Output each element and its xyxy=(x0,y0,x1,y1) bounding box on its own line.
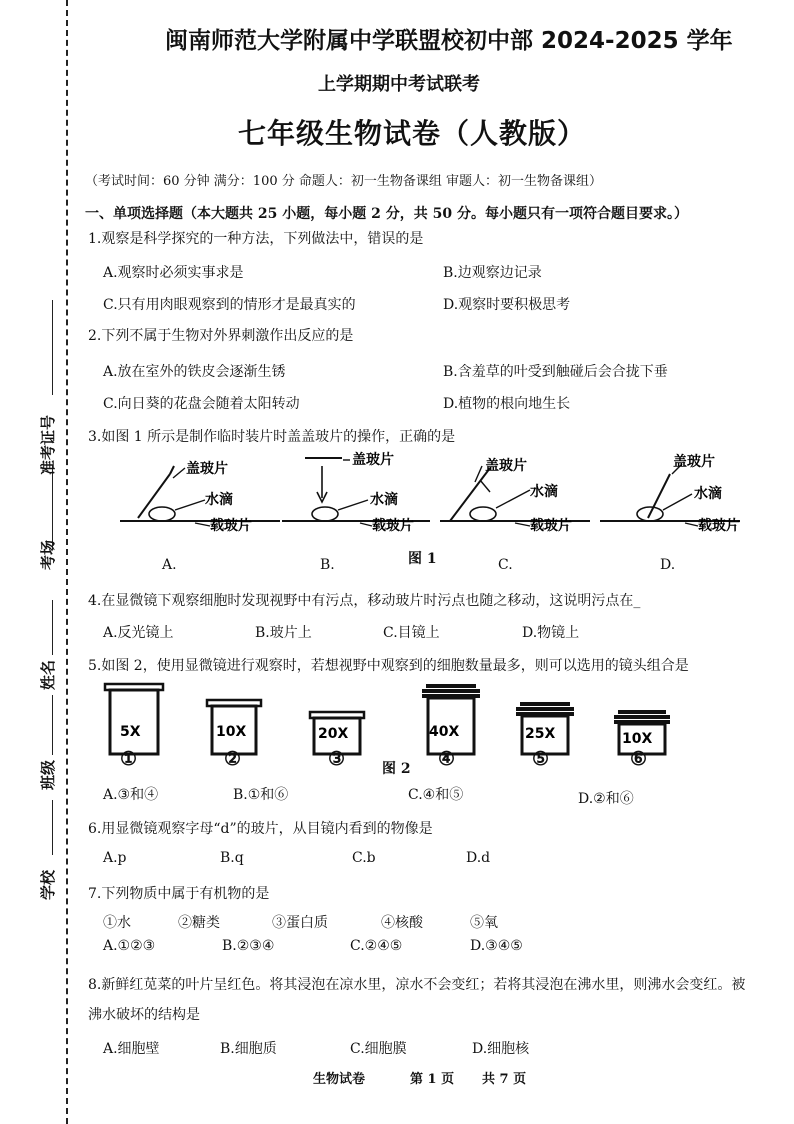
q7-option-b: B.②③④ xyxy=(222,938,275,954)
c-label-water: 水滴 xyxy=(530,484,558,500)
q2-option-a: A.放在室外的铁皮会逐渐生锈 xyxy=(103,364,286,380)
figure-1-coverslip-diagrams xyxy=(110,448,750,548)
q7-item-3: ③蛋白质 xyxy=(272,915,328,931)
field-line-room xyxy=(52,465,53,550)
a-label-cover: 盖玻片 xyxy=(186,461,228,477)
q4-option-c: C.目镜上 xyxy=(383,625,440,641)
field-line-exam-id xyxy=(52,300,53,395)
field-label-class: 班级 xyxy=(39,759,57,790)
exam-info: （考试时间：60 分钟 满分：100 分 命题人：初一生物备课组 审题人：初一生物备课组） xyxy=(85,174,603,189)
q2-option-d: D.植物的根向地生长 xyxy=(443,396,571,412)
q3-option-a: A. xyxy=(162,557,177,573)
q5-option-a: A.③和④ xyxy=(103,787,159,803)
q6-option-b: B.q xyxy=(220,850,244,866)
q1-option-c: C.只有用肉眼观察到的情形才是最真实的 xyxy=(103,297,356,313)
q5-option-c: C.④和⑤ xyxy=(408,787,464,803)
q8-option-c: C.细胞膜 xyxy=(350,1041,407,1057)
lens-1-eyepiece-5x xyxy=(105,684,163,754)
q7-option-c: C.②④⑤ xyxy=(350,938,403,954)
field-label-name: 姓名 xyxy=(39,659,57,690)
q4-stem: 4.在显微镜下观察细胞时发现视野中有污点，移动玻片时污点也随之移动，这说明污点在_ xyxy=(88,593,641,609)
q1-option-b: B.边观察边记录 xyxy=(443,265,542,281)
d-label-slide: 载玻片 xyxy=(698,518,740,534)
q3-option-c: C. xyxy=(498,557,513,573)
lens-number-6: ⑥ xyxy=(630,748,648,770)
figure-1-caption: 图 1 xyxy=(408,551,437,567)
c-label-slide: 载玻片 xyxy=(530,518,572,534)
diagram-d xyxy=(600,453,740,534)
q5-option-d: D.②和⑥ xyxy=(578,791,634,807)
lens-number-4: ④ xyxy=(438,748,456,770)
field-line-class xyxy=(52,695,53,755)
q8-stem-line1: 8.新鲜红苋菜的叶片呈红色。将其浸泡在凉水里，凉水不会变红；若将其浸泡在沸水里，则沸水会变红。被 xyxy=(88,977,746,993)
field-label-school: 学校 xyxy=(39,869,57,900)
q2-option-b: B.含羞草的叶受到触碰后会合拢下垂 xyxy=(443,364,668,380)
q2-option-c: C.向日葵的花盘会随着太阳转动 xyxy=(103,396,300,412)
section-heading: 一、单项选择题（本大题共 25 小题，每小题 2 分，共 50 分。每小题只有一项符合题目要求。） xyxy=(85,206,688,222)
q7-item-1: ①水 xyxy=(103,915,131,931)
q1-option-d: D.观察时要积极思考 xyxy=(443,297,571,313)
footer-total: 共 7 页 xyxy=(482,1072,527,1087)
lens-5-label: 25X xyxy=(525,726,556,742)
a-label-water: 水滴 xyxy=(205,492,233,508)
a-label-slide: 载玻片 xyxy=(210,518,252,534)
field-label-room: 考场 xyxy=(39,539,57,570)
header-school-line: 闽南师范大学附属中学联盟校初中部 2024-2025 学年 xyxy=(165,28,733,54)
d-label-water: 水滴 xyxy=(694,486,722,502)
q1-stem: 1.观察是科学探究的一种方法，下列做法中，错误的是 xyxy=(88,231,424,247)
b-label-water: 水滴 xyxy=(370,492,398,508)
q6-option-c: C.b xyxy=(352,850,376,866)
c-label-cover: 盖玻片 xyxy=(485,458,527,474)
q6-option-a: A.p xyxy=(103,850,127,866)
q8-option-d: D.细胞核 xyxy=(472,1041,530,1057)
q4-option-d: D.物镜上 xyxy=(522,625,580,641)
header-exam-line: 上学期期中考试联考 xyxy=(318,74,480,95)
page-title: 七年级生物试卷（人教版） xyxy=(238,117,587,150)
lens-number-3: ③ xyxy=(328,748,346,770)
q7-item-2: ②糖类 xyxy=(178,915,220,931)
q8-option-a: A.细胞壁 xyxy=(103,1041,160,1057)
figure-2-caption: 图 2 xyxy=(382,761,411,777)
q4-option-a: A.反光镜上 xyxy=(103,625,174,641)
footer-page: 第 1 页 xyxy=(410,1072,455,1087)
lens-1-label: 5X xyxy=(120,724,141,740)
q6-stem: 6.用显微镜观察字母“d”的玻片，从目镜内看到的物像是 xyxy=(88,821,433,837)
lens-3-label: 20X xyxy=(318,726,349,742)
diagram-c xyxy=(440,457,590,534)
q5-stem: 5.如图 2，使用显微镜进行观察时，若想视野中观察到的细胞数量最多，则可以选用的镜头组合是 xyxy=(88,658,689,674)
q6-option-d: D.d xyxy=(466,850,491,866)
footer-subject: 生物试卷 xyxy=(313,1072,366,1087)
q7-item-4: ④核酸 xyxy=(381,915,423,931)
binding-dashed-line xyxy=(66,0,68,1124)
lens-5-objective-25x xyxy=(516,702,574,754)
lens-number-2: ② xyxy=(224,748,242,770)
lens-4-label: 40X xyxy=(429,724,460,740)
figure-2-lenses xyxy=(100,680,700,770)
q3-option-d: D. xyxy=(660,557,676,573)
field-line-school xyxy=(52,800,53,855)
diagram-a xyxy=(120,460,280,534)
diagram-b xyxy=(282,451,430,534)
b-label-slide: 载玻片 xyxy=(372,518,414,534)
q7-stem: 7.下列物质中属于有机物的是 xyxy=(88,886,270,902)
field-label-exam-id: 准考证号 xyxy=(39,414,57,475)
lens-2-label: 10X xyxy=(216,724,247,740)
q3-option-b: B. xyxy=(320,557,335,573)
q7-option-a: A.①②③ xyxy=(103,938,156,954)
d-label-cover: 盖玻片 xyxy=(673,454,715,470)
field-line-name xyxy=(52,600,53,655)
q7-item-5: ⑤氧 xyxy=(470,915,498,931)
q8-stem-line2: 沸水破坏的结构是 xyxy=(88,1007,200,1023)
lens-6-label: 10X xyxy=(622,731,653,747)
lens-number-5: ⑤ xyxy=(532,748,550,770)
q1-option-a: A.观察时必须实事求是 xyxy=(103,265,244,281)
q2-stem: 2.下列不属于生物对外界刺激作出反应的是 xyxy=(88,328,354,344)
q3-stem: 3.如图 1 所示是制作临时装片时盖盖玻片的操作，正确的是 xyxy=(88,429,456,445)
q8-option-b: B.细胞质 xyxy=(220,1041,277,1057)
q5-option-b: B.①和⑥ xyxy=(233,787,289,803)
lens-number-1: ① xyxy=(120,748,138,770)
q4-option-b: B.玻片上 xyxy=(255,625,312,641)
q7-option-d: D.③④⑤ xyxy=(470,938,523,954)
lens-2-eyepiece-10x xyxy=(207,700,261,754)
lens-4-objective-40x xyxy=(422,684,480,754)
b-label-cover: 盖玻片 xyxy=(352,452,394,468)
